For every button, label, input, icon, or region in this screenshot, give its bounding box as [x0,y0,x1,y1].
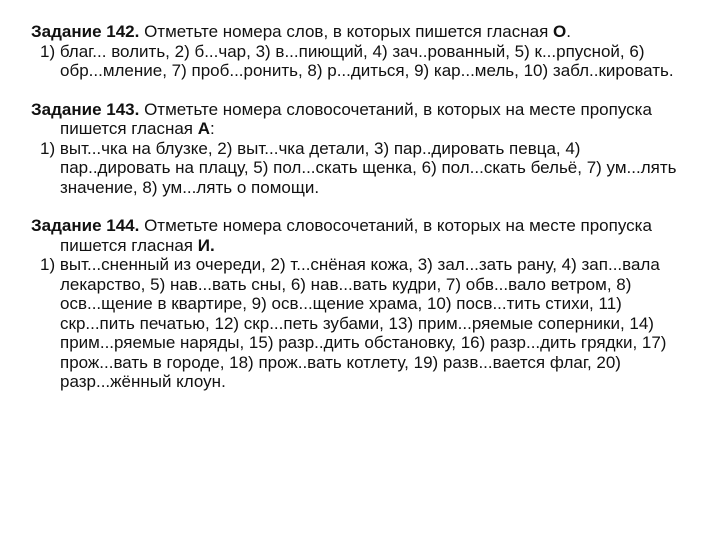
task-142-items: 1) благ... волить, 2) б...чар, 3) в...пиющий, 4) зач..рованный, 5) к...рпусной, 6) обр...мление, 7) проб...ронить, 8) р...диться, 9) кар...мель, 10) забл..кировать. [40,41,674,80]
task-142-title: Задание 142. [31,22,140,41]
task-143-heading [31,100,692,139]
task-144-heading [31,216,692,255]
task-142 [31,22,692,81]
task-143-tail: : [210,119,215,138]
task-142-heading [31,22,692,42]
task-143-items: 1) выт...чка на блузке, 2) выт...чка детали, 3) пар..дировать певца, 4) пар..дировать на плацу, 5) пол...скать щенка, 6) пол...скать бельё, 7) ум...лять значение, 8) ум...лять о помощи. [40,138,677,197]
task-143 [31,100,692,198]
task-144 [31,216,692,392]
task-144-prompt: Отметьте номера словосочетаний, в которых на месте пропуска пишется гласная [60,216,652,255]
task-144-title: Задание 144. [31,216,140,235]
task-142-prompt: Отметьте номера слов, в которых пишется гласная [139,22,554,41]
task-144-letter: И. [197,235,215,255]
task-142-tail: . [566,22,572,41]
task-143-prompt: Отметьте номера словосочетаний, в которых на месте пропуска пишется гласная [60,99,652,138]
task-142-letter: О [553,22,567,41]
task-143-title: Задание 143. [31,99,140,119]
task-143-letter: А [197,119,211,138]
task-144-items: 1) выт...сненный из очереди, 2) т...снёная кожа, 3) зал...зать рану, 4) зап...вала лекарство, 5) нав...вать сны, 6) нав...вать кудри, 7) обв...вало ветром, 8) осв...щение в квартире, 9) осв...щение храма, 10) посв...тить стихи, 11) скр...пить печатью, 12) скр...петь зубами, 13) прим...ряемые соперники, 14) прим...ряемые наряды, 15) разр..дить обстановку, 16) разр...дить грядки, 17) прож...вать в городе, 18) прож..вать котлету, 19) разв...вается флаг, 20) разр...жённый клоун. [40,255,667,391]
